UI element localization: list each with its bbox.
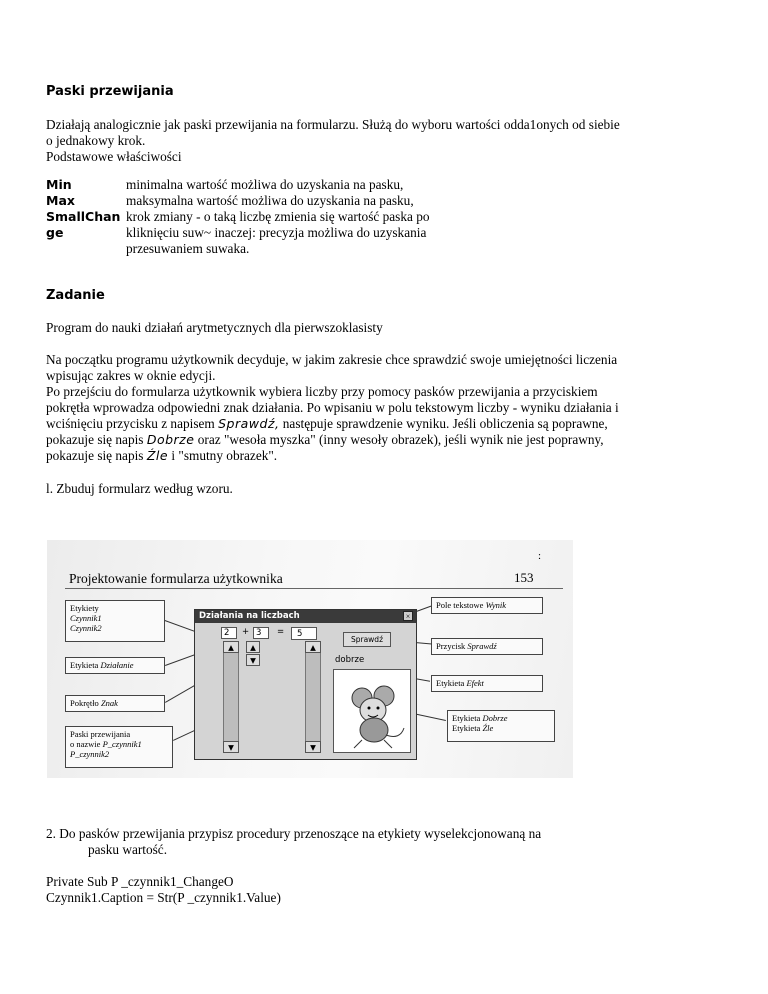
property-desc: kliknięciu suw~ inaczej: precyzja możliwa do uzyskania (126, 225, 427, 240)
callout-text: Przycisk (436, 641, 466, 651)
property-desc: maksymalna wartość możliwa do uzyskania na pasku, (126, 193, 414, 208)
dialog-titlebar (195, 610, 416, 623)
picture-dobrze (333, 669, 411, 753)
text-run: pokazuje się napis (46, 448, 144, 463)
scroll-up-icon[interactable]: ▲ (305, 641, 321, 653)
paragraph-line (46, 416, 736, 432)
callout-efekt (431, 675, 543, 692)
text-run: wciśnięciu przycisku z napisem (46, 416, 215, 431)
figure-rule (65, 588, 563, 589)
close-icon[interactable]: × (403, 611, 413, 621)
callout-text: Pole tekstowe (436, 600, 484, 610)
callout-dzialanie (65, 657, 165, 674)
property-desc: krok zmiany - o taką liczbę zmienia się wartość paska po (126, 209, 430, 224)
callout-text: Pokrętło (70, 698, 99, 708)
spin-up-button[interactable]: ▲ (246, 641, 260, 653)
callout-text: Sprawdź (467, 641, 497, 651)
label-czynnik1 (221, 627, 237, 639)
label-czynnik2 (253, 627, 269, 639)
text-run: i "smutny obrazek". (171, 448, 278, 463)
text-run: następuje sprawdzenie wyniku. Jeśli obliczenia są poprawne, (282, 416, 608, 431)
scroll-down-icon[interactable]: ▼ (223, 741, 239, 753)
step-2-cont: pasku wartość. (88, 842, 168, 857)
section-heading-scrollbars: Paski przewijania (46, 84, 174, 99)
code-line: Private Sub P _czynnik1_ChangeO (46, 874, 234, 889)
paragraph-line: Po przejściu do formularza użytkownik wybiera liczby przy pomocy pasków przewijania a przyciskiem (46, 384, 598, 399)
callout-przycisk (431, 638, 543, 655)
callout-text: Działanie (100, 660, 134, 670)
property-name: SmallChan (46, 209, 121, 224)
property-desc: minimalna wartość możliwa do uzyskania na pasku, (126, 177, 404, 192)
callout-pole (431, 597, 543, 614)
callout-text: o nazwie (70, 739, 101, 749)
value-text: 5 (297, 629, 303, 639)
callout-text: Źle (482, 723, 494, 733)
program-title: Program do nauki działań arytmetycznych dla pierwszoklasisty (46, 320, 383, 335)
property-name: ge (46, 225, 64, 240)
figure-page-number: 153 (514, 570, 534, 585)
label-efekt: dobrze (335, 655, 365, 665)
paragraph-line (46, 432, 736, 448)
text-run: oraz "wesoła myszka" (inny wesoły obrazek), jeśli wynik nie jest poprawny, (197, 432, 604, 447)
intro-line: Podstawowe właściwości (46, 149, 182, 164)
callout-text: Etykieta (452, 723, 481, 733)
keyword-zle: Źle (146, 448, 169, 463)
callout-text: Czynnik1 (70, 613, 102, 623)
callout-text: Etykieta (452, 713, 481, 723)
input-wynik[interactable] (291, 627, 317, 640)
callout-text: P_czynnik2 (70, 749, 110, 759)
property-desc: przesuwaniem suwaka. (126, 241, 250, 256)
scroll-up-icon[interactable]: ▲ (223, 641, 239, 653)
spin-down-button[interactable]: ▼ (246, 654, 260, 666)
callout-text: Czynnik2 (70, 623, 102, 633)
section-heading-task: Zadanie (46, 288, 105, 303)
callout-text: Etykiety (70, 603, 99, 613)
callout-text: Efekt (466, 678, 484, 688)
keyword-dobrze: Dobrze (146, 432, 195, 447)
callout-text: Dobrze (482, 713, 508, 723)
callout-text: Etykieta (436, 678, 465, 688)
form-figure (47, 540, 573, 778)
callout-labels (65, 600, 165, 642)
step-2: 2. Do pasków przewijania przypisz procedury przenoszące na etykiety wyselekcjonowaną na (46, 826, 542, 841)
intro-line: Działają analogicznie jak paski przewijania na formularzu. Służą do wyboru wartości odda1onych od siebie (46, 117, 620, 132)
paragraph-line: wpisując zakres w oknie edycji. (46, 368, 216, 383)
paragraph-line: pokrętła wprowadza odpowiedni znak działania. Po wpisaniu w polu tekstowym liczby - wyniku działania i (46, 400, 619, 415)
value-text: 3 (256, 628, 262, 638)
callout-pokretlo (65, 695, 165, 712)
label-dzialanie: + (242, 627, 250, 637)
scrollbar-p-czynnik1[interactable] (223, 641, 239, 753)
happy-mouse-icon (334, 670, 410, 752)
scan-mark: : (538, 550, 542, 562)
text-run: pokazuje się napis (46, 432, 144, 447)
intro-line: o jednakowy krok. (46, 133, 146, 148)
scrollbar-p-czynnik2[interactable] (305, 641, 321, 753)
scroll-down-icon[interactable]: ▼ (305, 741, 321, 753)
code-line: Czynnik1.Caption = Str(P _czynnik1.Value) (46, 890, 281, 905)
dialog-title: Działania na liczbach (199, 611, 300, 621)
value-text: 2 (224, 628, 230, 638)
paragraph-line: Na początku programu użytkownik decyduje, w jakim zakresie chce sprawdzić swoje umiejętności liczenia (46, 352, 618, 367)
figure-title: Projektowanie formularza użytkownika (69, 571, 283, 586)
step-1: l. Zbuduj formularz według wzoru. (46, 481, 233, 496)
paragraph-line (46, 448, 736, 464)
keyword-sprawdz: Sprawdź, (218, 416, 280, 431)
callout-text: P_czynnik1 (102, 739, 142, 749)
callout-text: Znak (100, 698, 118, 708)
form-dialog (194, 609, 417, 760)
equals-label: = (277, 627, 285, 637)
property-name: Min (46, 177, 72, 192)
check-button[interactable]: Sprawdź (343, 632, 391, 647)
callout-text: Paski przewijania (70, 729, 131, 739)
callout-text: Wynik (485, 600, 507, 610)
property-name: Max (46, 193, 75, 208)
callout-paski (65, 726, 173, 768)
callout-text: Etykieta (70, 660, 99, 670)
callout-dobrze-zle (447, 710, 555, 742)
